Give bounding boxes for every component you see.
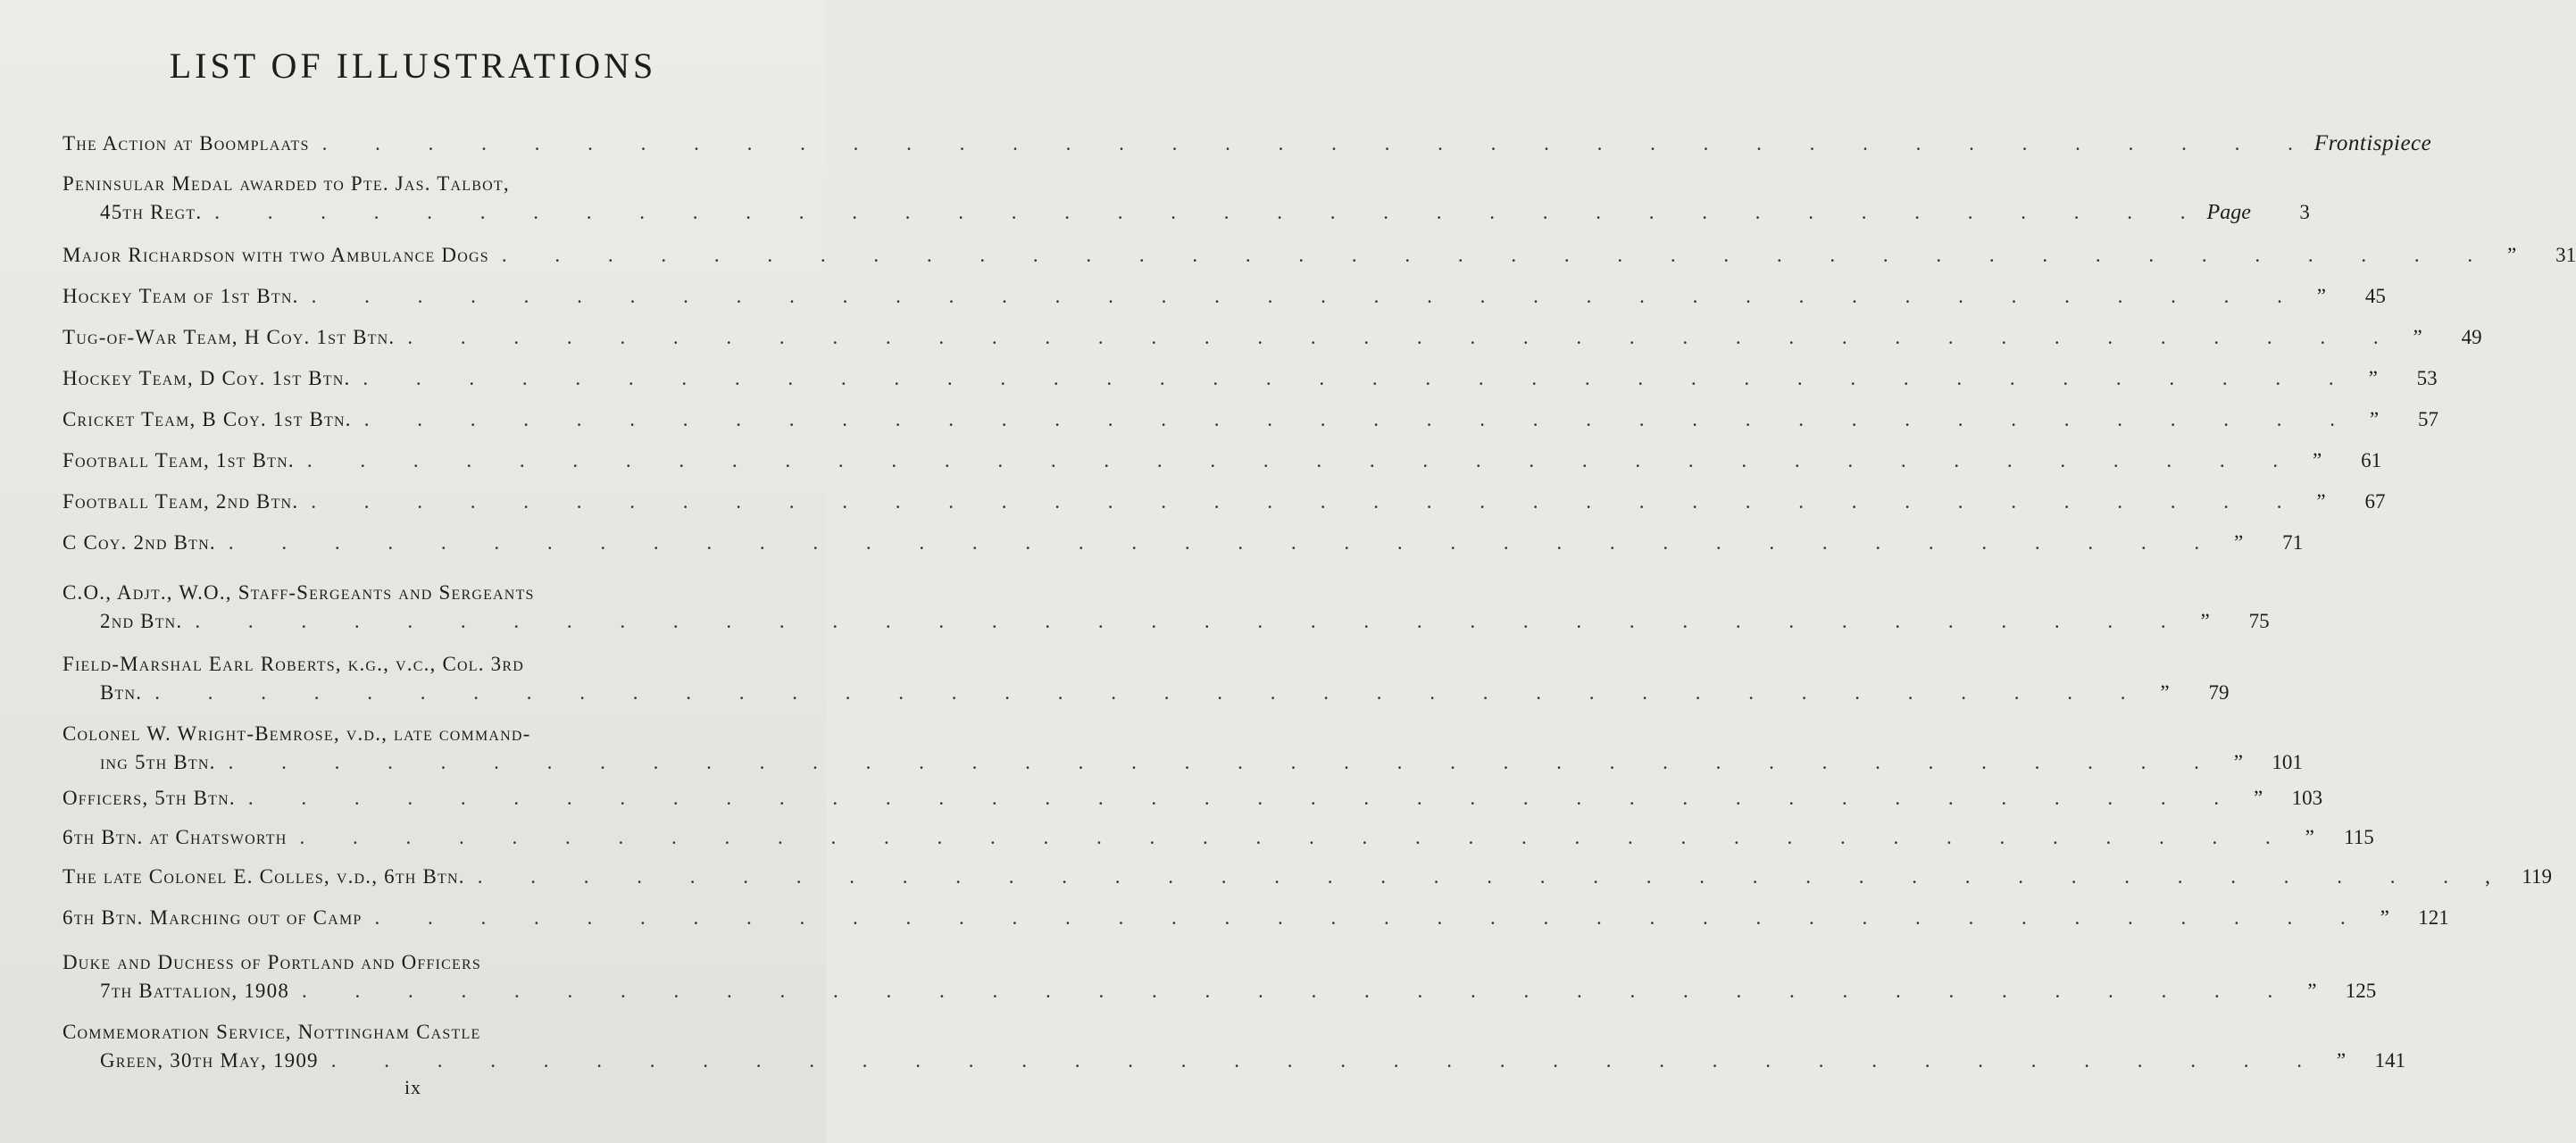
entry-title-line	[63, 129, 2432, 158]
page-number: 75	[2248, 610, 2270, 632]
entry-title: C Coy. 2nd Btn.	[63, 531, 216, 554]
ditto-mark: ”	[2233, 751, 2243, 773]
illustration-entry	[63, 948, 2377, 1005]
entry-continuation-line	[63, 748, 2303, 777]
illustration-entry	[63, 784, 2323, 813]
page-number: 3	[2299, 201, 2310, 223]
entry-title-line	[63, 863, 2552, 891]
entry-continuation-line	[63, 977, 2377, 1005]
page-label: Page	[2206, 201, 2251, 224]
illustration-entry	[63, 488, 2386, 516]
ditto-mark: ”	[2380, 906, 2389, 929]
entry-title: Peninsular Medal awarded to Pte. Jas. Talbot,	[63, 172, 510, 195]
page-number: 31	[2555, 244, 2576, 266]
dot-leader: . . . . . . . . . . . . . . . . . . . . . . . . . . . . . . . . . . . . . .	[247, 787, 2241, 809]
page-number: 115	[2344, 826, 2374, 848]
page-reference	[2207, 198, 2310, 227]
entry-title: 6th Btn. at Chatsworth	[63, 826, 288, 848]
entry-continuation-line	[63, 1047, 2406, 1075]
ditto-mark: ”	[2200, 610, 2210, 632]
page-reference	[2188, 607, 2270, 636]
entry-title: Tug-of-War Team, H Coy. 1st Btn.	[63, 326, 396, 348]
page-reference	[2294, 977, 2376, 1005]
illustration-entry	[63, 129, 2432, 158]
entry-title: Commemoration Service, Nottingham Castle	[63, 1021, 481, 1043]
dot-leader: . . . . . . . . . . . . . . . . . . . . . . . . . . . . . . . . . . . . . .	[302, 980, 2295, 1002]
illustration-entry	[63, 323, 2482, 352]
ditto-mark: ”	[2369, 408, 2380, 430]
page-folio: ix	[404, 1076, 422, 1098]
dot-leader: . . . . . . . . . . . . . . . . . . . . . . . . . . . . . . . . . . . . . .	[501, 244, 2495, 266]
entry-title-line	[63, 323, 2482, 352]
entry-title: 7th Battalion, 1908	[100, 980, 290, 1002]
entry-title: Colonel W. Wright-Bemrose, v.d., late command-	[63, 722, 531, 745]
illustration-entry	[63, 579, 2270, 636]
page-reference	[2240, 784, 2322, 813]
page-number: 141	[2374, 1049, 2406, 1072]
dot-leader: . . . . . . . . . . . . . . . . . . . . . . . . . . . . . . . . . . . . . .	[477, 865, 2470, 888]
entry-title: 6th Btn. Marching out of Camp	[63, 906, 363, 929]
illustration-entry	[63, 1018, 2406, 1075]
illustration-entry	[63, 529, 2304, 557]
entry-title-line	[63, 241, 2576, 270]
ditto-mark: ”	[2233, 531, 2244, 554]
page-reference	[2323, 1047, 2405, 1075]
entry-title: 2nd Btn.	[100, 610, 183, 632]
page-number: 67	[2364, 490, 2386, 513]
dot-leader: . . . . . . . . . . . . . . . . . . . . . . . . . . . . . . . . . . . . . .	[306, 449, 2300, 471]
dot-leader: . . . . . . . . . . . . . . . . . . . . . . . . . . . . . . . . . . . . . .	[311, 285, 2304, 307]
page-title: LIST OF ILLUSTRATIONS	[169, 46, 657, 86]
page-number: 53	[2416, 367, 2438, 389]
ditto-mark: ”	[2506, 244, 2517, 266]
entry-title: Field-Marshal Earl Roberts, k.g., v.c., Col. 3rd	[63, 653, 524, 675]
page-number: 45	[2364, 285, 2386, 307]
page-number: 103	[2291, 787, 2323, 809]
page-reference	[2292, 823, 2374, 852]
page-reference	[2221, 748, 2303, 777]
page-number: 71	[2282, 531, 2304, 554]
page-number: 125	[2345, 980, 2377, 1002]
entry-title: The late Colonel E. Colles, v.d., 6th Btn.	[63, 865, 465, 888]
entry-title: ing 5th Btn.	[100, 751, 216, 773]
dot-leader: . . . . . . . . . . . . . . . . . . . . . . . . . . . . . . . . . . . . . .	[228, 751, 2221, 773]
ditto-mark: ”	[2312, 449, 2322, 471]
dot-leader: . . . . . . . . . . . . . . . . . . . . . . . . . . . . . . . . . . . . . .	[363, 408, 2356, 430]
ditto-mark: ”	[2413, 326, 2422, 348]
entry-title: Hockey Team of 1st Btn.	[63, 285, 299, 307]
entry-title: Football Team, 1st Btn.	[63, 449, 295, 471]
page-number: 121	[2418, 906, 2449, 929]
dot-leader: . . . . . . . . . . . . . . . . . . . . . . . . . . . . . . . . . . . . . .	[311, 490, 2304, 513]
entry-title: 45th Regt.	[100, 201, 203, 223]
entry-continuation-line	[63, 679, 2230, 707]
entry-title-line	[63, 720, 759, 748]
page-reference	[2355, 364, 2438, 393]
ditto-mark: ”	[2316, 285, 2326, 307]
page-reference	[2470, 863, 2552, 891]
page-reference	[2299, 446, 2381, 475]
page-reference	[2356, 405, 2438, 434]
page-number: Frontispiece	[2313, 131, 2432, 155]
entry-title-line	[63, 282, 2386, 311]
entry-title: Green, 30th May, 1909	[100, 1049, 319, 1072]
page-number: 57	[2418, 408, 2438, 430]
entry-title: Officers, 5th Btn.	[63, 787, 236, 809]
ditto-mark: ”	[2307, 980, 2317, 1002]
page-reference	[2304, 282, 2386, 311]
page-number: 101	[2272, 751, 2303, 773]
entry-title-line	[63, 170, 759, 198]
entry-title-line	[63, 364, 2438, 393]
entry-title-line	[63, 784, 2323, 813]
illustration-entry	[63, 823, 2374, 852]
illustration-entry	[63, 650, 2230, 707]
illustration-entry	[63, 904, 2449, 932]
page-number: 49	[2461, 326, 2482, 348]
ditto-mark: ”	[2254, 787, 2263, 809]
page-reference	[2314, 129, 2431, 158]
dot-leader: . . . . . . . . . . . . . . . . . . . . . . . . . . . . . . . . . . . . . .	[154, 681, 2147, 704]
entry-title: Hockey Team, D Coy. 1st Btn.	[63, 367, 351, 389]
entry-title-line	[63, 823, 2374, 852]
dot-leader: . . . . . . . . . . . . . . . . . . . . . . . . . . . . . . . . . . . . . .	[195, 610, 2188, 632]
entry-title: C.O., Adjt., W.O., Staff-Sergeants and Sergeants	[63, 581, 535, 604]
illustration-entry	[63, 720, 2303, 777]
dot-leader: . . . . . . . . . . . . . . . . . . . . . . . . . . . . . . . . . . . . . .	[374, 906, 2367, 929]
entry-title-line	[63, 1018, 759, 1047]
illustration-entry	[63, 364, 2438, 393]
dot-leader: . . . . . . . . . . . . . . . . . . . . . . . . . . . . . . . . . . . . . .	[330, 1049, 2324, 1072]
entry-title: Football Team, 2nd Btn.	[63, 490, 299, 513]
ditto-mark: ”	[2160, 681, 2170, 704]
page-reference	[2147, 679, 2229, 707]
entry-title: Duke and Duchess of Portland and Officers	[63, 951, 481, 973]
page-reference	[2367, 904, 2449, 932]
page-number: 79	[2208, 681, 2230, 704]
entry-title-line	[63, 579, 759, 607]
entry-title-line	[63, 529, 2304, 557]
illustration-entry	[63, 863, 2552, 891]
ditto-mark: ”	[2316, 490, 2326, 513]
entry-title: Major Richardson with two Ambulance Dogs	[63, 244, 489, 266]
illustration-entry	[63, 446, 2382, 475]
illustration-entry	[63, 405, 2438, 434]
entry-title: Btn.	[100, 681, 143, 704]
dot-leader: . . . . . . . . . . . . . . . . . . . . . . . . . . . . . . . . . . . . . .	[363, 367, 2355, 389]
ditto-mark: ”	[2305, 826, 2314, 848]
dot-leader: . . . . . . . . . . . . . . . . . . . . . . . . . . . . . . . . . . . . . .	[299, 826, 2292, 848]
entry-title-line	[63, 405, 2438, 434]
dot-leader: . . . . . . . . . . . . . . . . . . . . . . . . . . . . . . . . . . . . . .	[321, 132, 2314, 154]
entry-title: The Action at Boomplaats	[63, 132, 310, 154]
entry-title-line	[63, 488, 2386, 516]
entry-continuation-line	[63, 198, 2310, 227]
ditto-mark: ”	[2336, 1049, 2347, 1072]
dot-leader: . . . . . . . . . . . . . . . . . . . . . . . . . . . . . . . . . . . . . .	[407, 326, 2400, 348]
entry-continuation-line	[63, 607, 2270, 636]
page-reference	[2221, 529, 2303, 557]
illustration-entry	[63, 170, 2310, 227]
page-reference	[2304, 488, 2386, 516]
ditto-mark: ”	[2368, 367, 2378, 389]
dot-leader: . . . . . . . . . . . . . . . . . . . . . . . . . . . . . . . . . . . . . .	[228, 531, 2222, 554]
page-reference	[2400, 323, 2482, 352]
entry-title-line	[63, 904, 2449, 932]
page-reference	[2494, 241, 2576, 270]
entry-title-line	[63, 650, 759, 679]
page-number: 119	[2522, 865, 2552, 888]
dot-leader: . . . . . . . . . . . . . . . . . . . . . . . . . . . . . . . . . . . . . .	[214, 201, 2207, 223]
entry-title-line	[63, 948, 759, 977]
page-number: 61	[2361, 449, 2382, 471]
illustration-entry	[63, 241, 2576, 270]
ditto-mark: ,	[2485, 865, 2490, 888]
entry-title: Cricket Team, B Coy. 1st Btn.	[63, 408, 352, 430]
illustration-entry	[63, 282, 2386, 311]
entry-title-line	[63, 446, 2382, 475]
